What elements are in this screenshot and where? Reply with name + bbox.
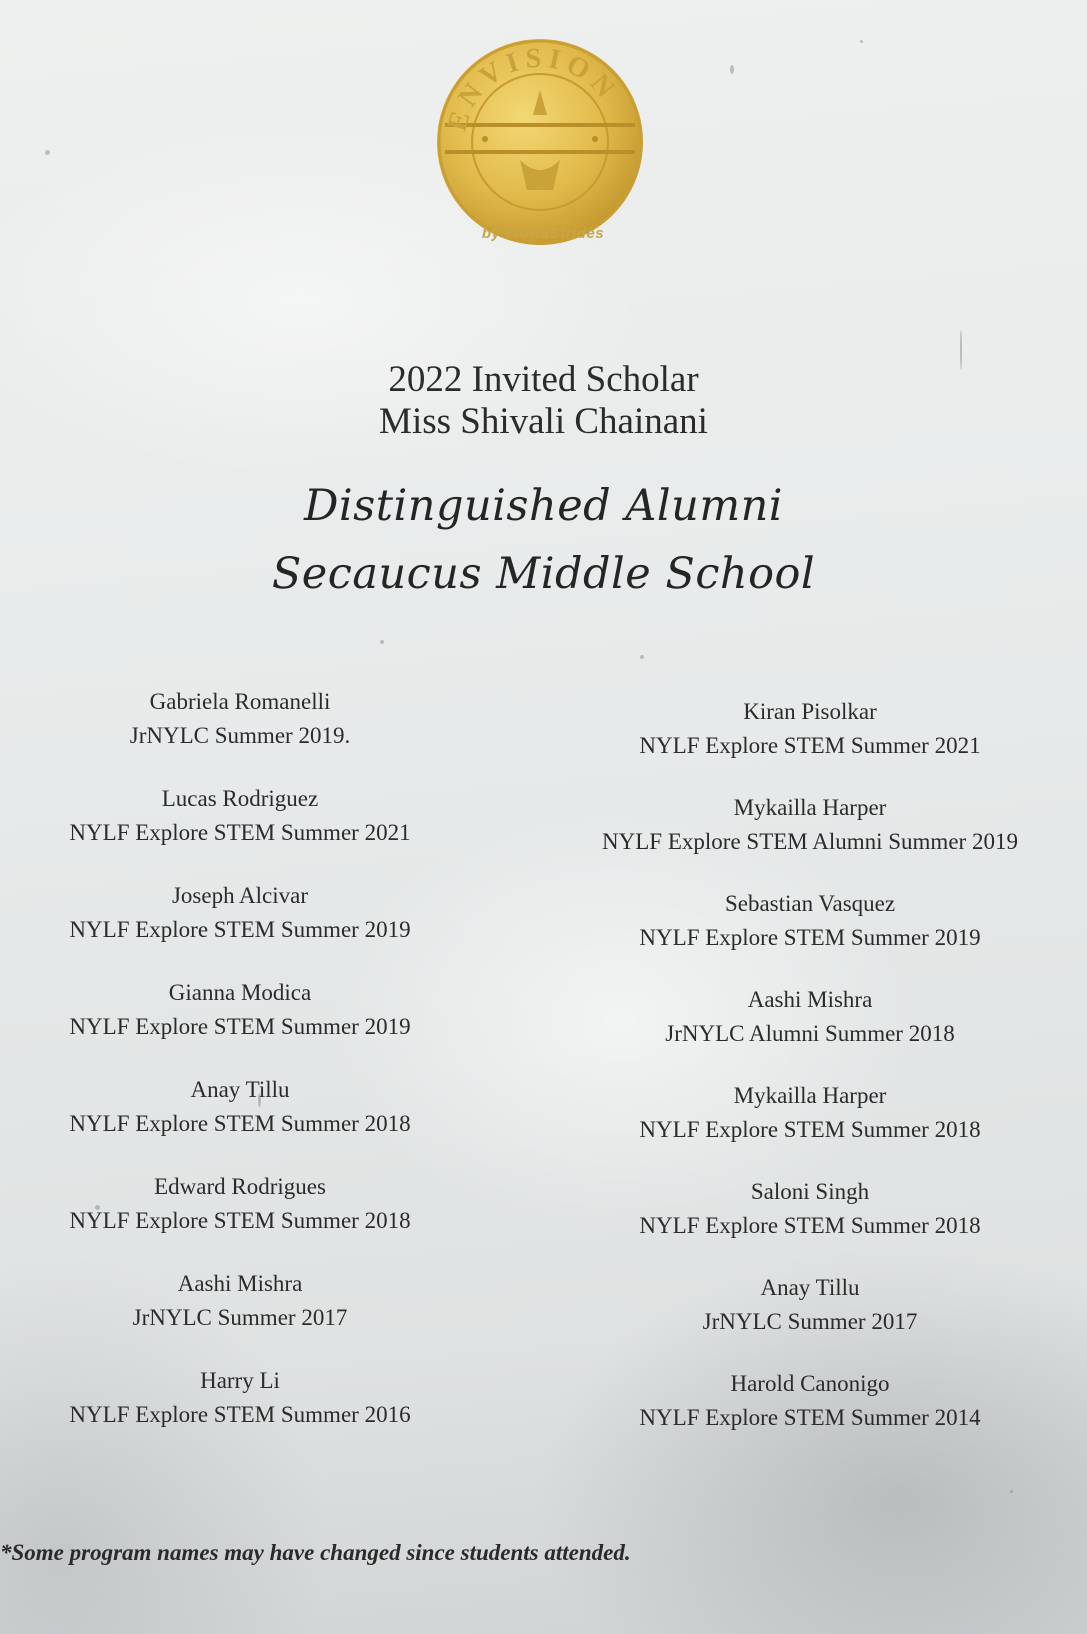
- alumni-program: JrNYLC Summer 2017: [132, 1305, 348, 1330]
- alumni-entry: [570, 1079, 1050, 1175]
- school-name: Secaucus Middle School: [271, 549, 816, 599]
- alumni-name: Kiran Pisolkar: [743, 699, 877, 724]
- alumni-entry: [570, 887, 1050, 983]
- alumni-entry: [570, 695, 1050, 791]
- alumni-name: Lucas Rodriguez: [161, 786, 319, 811]
- alumni-column-right: [570, 695, 1050, 1463]
- paper-speck: [640, 655, 644, 659]
- alumni-program: NYLF Explore STEM Summer 2021: [639, 733, 981, 758]
- seal-text: ENVISION: [441, 42, 625, 135]
- alumni-entry: [570, 1271, 1050, 1367]
- alumni-name: Harold Canonigo: [730, 1371, 890, 1396]
- paper-speck: [45, 150, 50, 155]
- alumni-name: Aashi Mishra: [177, 1271, 303, 1296]
- alumni-program: NYLF Explore STEM Summer 2018: [69, 1111, 411, 1136]
- scholar-name: Miss Shivali Chainani: [379, 401, 708, 442]
- paper-speck: [1010, 1490, 1013, 1493]
- alumni-name: Mykailla Harper: [733, 795, 887, 820]
- alumni-entry: [570, 1367, 1050, 1463]
- alumni-entry: [570, 1175, 1050, 1271]
- alumni-entry: [20, 976, 460, 1073]
- alumni-name: Anay Tillu: [760, 1275, 860, 1300]
- alumni-name: Mykailla Harper: [733, 1083, 887, 1108]
- alumni-name: Harry Li: [200, 1368, 280, 1393]
- alumni-program: NYLF Explore STEM Summer 2019: [639, 925, 981, 950]
- alumni-name: Anay Tillu: [190, 1077, 290, 1102]
- alumni-entry: [570, 791, 1050, 887]
- alumni-name: Gianna Modica: [168, 980, 312, 1005]
- alumni-entry: [20, 1267, 460, 1364]
- paper-speck: [730, 65, 734, 74]
- alumni-name: Edward Rodrigues: [154, 1174, 326, 1199]
- alumni-name: Aashi Mishra: [747, 987, 873, 1012]
- alumni-program: NYLF Explore STEM Summer 2014: [639, 1405, 981, 1430]
- alumni-entry: [20, 1170, 460, 1267]
- alumni-program: NYLF Explore STEM Alumni Summer 2019: [602, 829, 1018, 854]
- alumni-program: NYLF Explore STEM Summer 2016: [69, 1402, 411, 1427]
- paper-speck: [860, 40, 863, 43]
- distinguished-alumni-title: Distinguished Alumni: [303, 481, 784, 531]
- paper-speck: [380, 640, 384, 644]
- alumni-name: Saloni Singh: [750, 1179, 870, 1204]
- alumni-program: JrNYLC Alumni Summer 2018: [665, 1021, 955, 1046]
- alumni-program: JrNYLC Summer 2017: [702, 1309, 918, 1334]
- alumni-program: JrNYLC Summer 2019.: [129, 723, 351, 748]
- seal-caption: by WorldStrides: [481, 225, 605, 242]
- alumni-column-left: [20, 685, 460, 1461]
- alumni-entry: [20, 685, 460, 782]
- alumni-name: Gabriela Romanelli: [149, 689, 331, 714]
- alumni-name: Joseph Alcivar: [171, 883, 309, 908]
- alumni-name: Sebastian Vasquez: [724, 891, 896, 916]
- alumni-entry: [20, 782, 460, 879]
- program-name-footnote: *Some program names may have changed since students attended.: [0, 1540, 631, 1565]
- alumni-program: NYLF Explore STEM Summer 2019: [69, 1014, 411, 1039]
- alumni-entry: [20, 1364, 460, 1461]
- alumni-entry: [20, 879, 460, 976]
- alumni-program: NYLF Explore STEM Summer 2019: [69, 917, 411, 942]
- alumni-program: NYLF Explore STEM Summer 2018: [639, 1213, 981, 1238]
- alumni-program: NYLF Explore STEM Summer 2018: [639, 1117, 981, 1142]
- alumni-program: NYLF Explore STEM Summer 2018: [69, 1208, 411, 1233]
- alumni-entry: [20, 1073, 460, 1170]
- scholar-year-title: 2022 Invited Scholar: [388, 359, 699, 400]
- alumni-entry: [570, 983, 1050, 1079]
- alumni-program: NYLF Explore STEM Summer 2021: [69, 820, 411, 845]
